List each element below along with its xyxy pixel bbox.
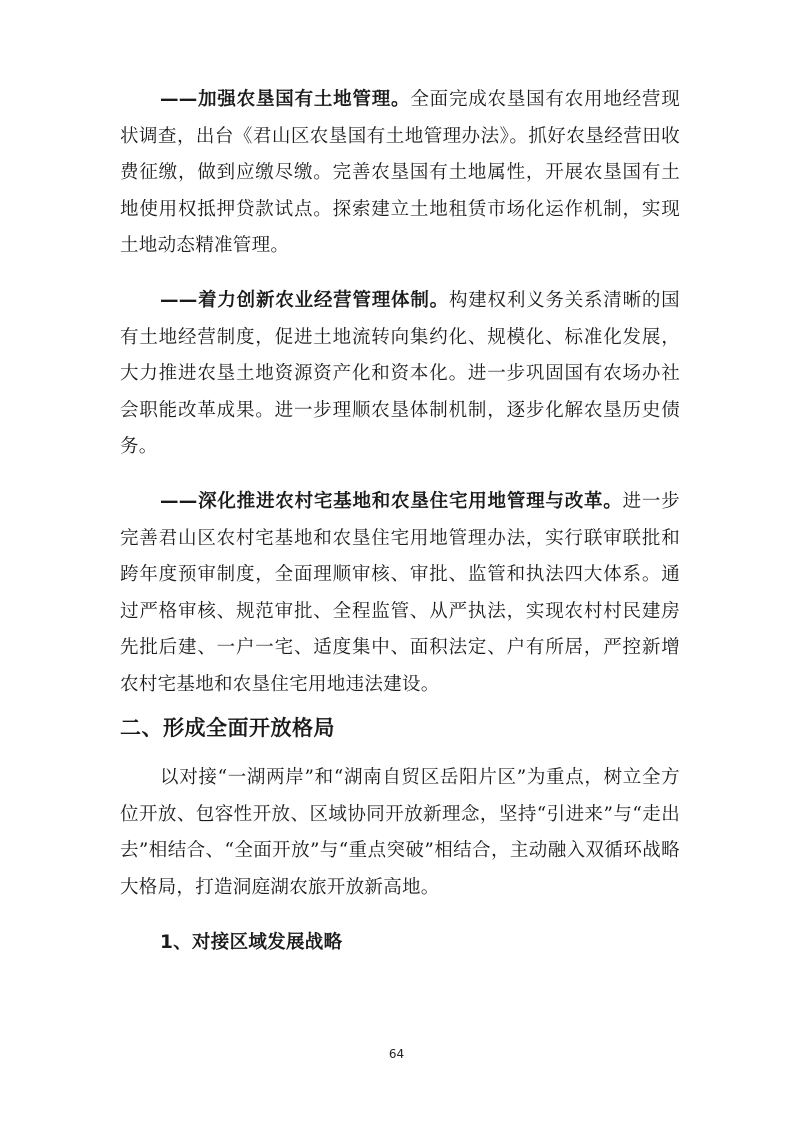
section-heading: 二、形成全面开放格局 xyxy=(120,716,335,740)
subsection-heading: 1、对接区域发展战略 xyxy=(160,932,343,953)
paragraph-land-management xyxy=(120,82,680,265)
paragraph-body: 进一步完善君山区农村宅基地和农垦住宅用地管理办法，实行联审联批和跨年度预审制度，全面理顺审核、审批、监管和执法四大体系。通过严格审核、规范审批、全程监管、从严执法，实现农村村民建房先批后建、一户一宅、适度集中、面积法定、户有所居，严控新增农村宅基地和农垦住宅用地违法建设。 xyxy=(120,491,681,695)
paragraph-lead: ——加强农垦国有土地管理。 xyxy=(160,89,411,110)
paragraph-lead: ——深化推进农村宅基地和农垦住宅用地管理与改革。 xyxy=(160,491,623,512)
paragraph-lead: ——着力创新农业经营管理体制。 xyxy=(160,290,449,311)
section-intro-paragraph: 以对接“一湖两岸”和“湖南自贸区岳阳片区”为重点，树立全方位开放、包容性开放、区域协同开放新理念，坚持“引进来”与“走出去”相结合、“全面开放”与“重点突破”相结合，主动融入双循环战略大格局，打造洞庭湖农旅开放新高地。 xyxy=(120,767,680,898)
paragraph-homestead-reform xyxy=(120,484,680,703)
paragraph-body: 构建权利义务关系清晰的国有土地经营制度，促进土地流转向集约化、规模化、标准化发展，大力推进农垦土地资源资产化和资本化。进一步巩固国有农场办社会职能改革成果。进一步理顺农垦体制机制，逐步化解农垦历史债务。 xyxy=(120,290,680,457)
paragraph-management-system xyxy=(120,283,680,466)
page-number: 64 xyxy=(388,1047,405,1061)
paragraph-body: 全面完成农垦国有农用地经营现状调查，出台《君山区农垦国有土地管理办法》。抓好农垦经营田收费征缴，做到应缴尽缴。完善农垦国有土地属性，开展农垦国有土地使用权抵押贷款试点。探索建立土地租赁市场化运作机制，实现土地动态精准管理。 xyxy=(120,89,681,256)
